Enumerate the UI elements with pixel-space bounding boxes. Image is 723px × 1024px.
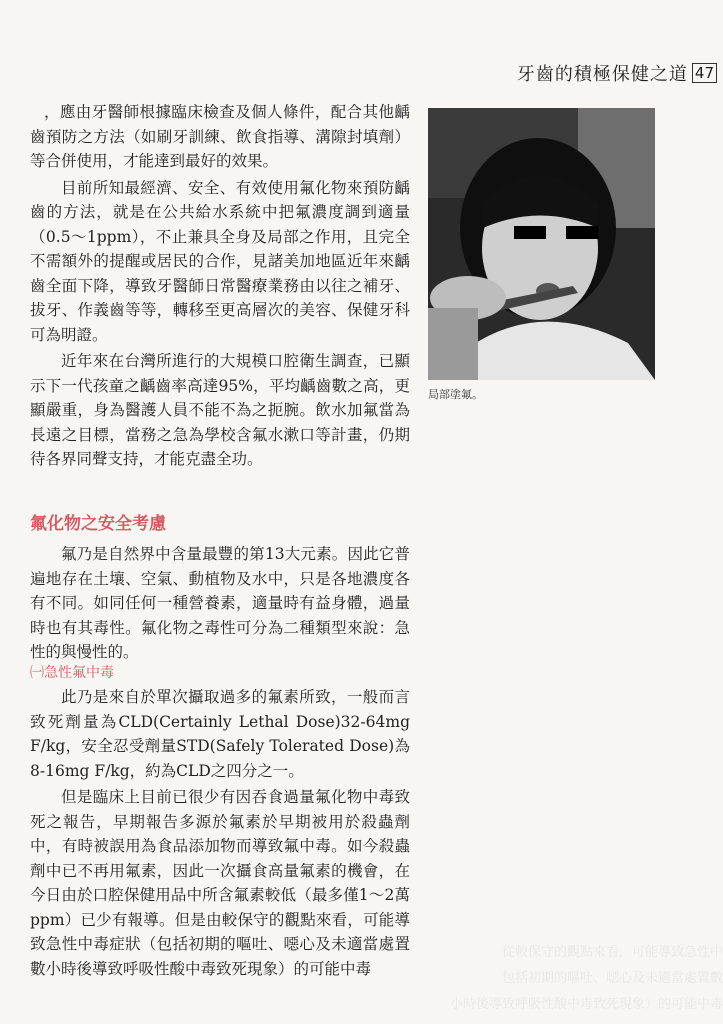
page-number: 47: [692, 63, 717, 83]
figure-caption: 局部塗氟。: [428, 388, 483, 401]
subsection-heading: ㈠急性氟中毒: [30, 665, 114, 681]
paragraph: 氟乃是自然界中含量最豐的第13大元素。因此它普遍地存在土壤、空氣、動植物及水中，只是各地濃度各有不同。如同任何一種營養素，適量時有益身體，過量時也有其毒性。氟化物之毒性可分為二種類型來說：急性的與慢性的。: [30, 545, 410, 661]
bleed-line: 小時後導致呼吸性酸中毒致死現象）的可能中毒: [449, 997, 723, 1012]
bleed-line: 從較保守的觀點來看，可能導致急性中: [501, 945, 723, 960]
bleed-through-text: [380, 940, 723, 1018]
header-title: 牙齒的積極保健之道: [516, 64, 688, 85]
fluoride-application-photo: [428, 108, 655, 380]
section-heading: 氟化物之安全考慮: [30, 514, 166, 534]
section-intro-block: [30, 542, 410, 667]
paragraph: 但是臨床上目前已很少有因吞食過量氟化物中毒致死之報告，早期報告多源於氟素於早期被用於殺蟲劑中，有時被誤用為食品添加物而導致氟中毒。如今殺蟲劑中已不再用氟素，因此一次攝食高量氟素的機會，在今日由於口腔保健用品中所含氟素較低（最多僅1～2萬ppm）已少有報導。但是由較保守的觀點來看，可能導致急性中毒症狀（包括初期的嘔吐、噁心及未適當處置數小時後導致呼吸性酸中毒致死現象）的可能中毒: [30, 788, 410, 978]
paragraph: 目前所知最經濟、安全、有效使用氟化物來預防齲齒的方法，就是在公共給水系統中把氟濃度調到適量（0.5～1ppm），不止兼具全身及局部之作用，且完全不需額外的提醒或居民的合作，見諸美加地區近年來齲齒全面下降，導致牙醫師日常醫療業務由以往之補牙、拔牙、作義齒等等，轉移至更高層次的美容、保健牙科可為明證。: [30, 178, 410, 344]
running-header: [517, 60, 717, 86]
subsection-text-block: [30, 685, 410, 983]
bleed-line: 包括初期的嘔吐、噁心及未適當處置數: [501, 971, 723, 986]
top-text-block: [30, 100, 410, 474]
paragraph: ，應由牙醫師根據臨床檢查及個人條件，配合其他齲齒預防之方法（如刷牙訓練、飲食指導、溝隙封填劑）等合併使用，才能達到最好的效果。: [30, 103, 410, 170]
paragraph: 近年來在台灣所進行的大規模口腔衛生調查，已顯示下一代孩童之齲齒率高達95%，平均齲齒數之高，更顯嚴重，身為醫護人員不能不為之扼腕。飲水加氟當為長遠之目標，當務之急為學校含氟水漱口等計畫，仍期待各界同聲支持，才能克盡全功。: [30, 352, 410, 468]
paragraph: 此乃是來自於單次攝取過多的氟素所致，一般而言致死劑量為CLD(Certainly Lethal Dose)32-64mg F/kg，安全忍受劑量STD(Safely Tolerated Dose)為8-16mg F/kg，約為CLD之四分之一。: [30, 688, 410, 780]
